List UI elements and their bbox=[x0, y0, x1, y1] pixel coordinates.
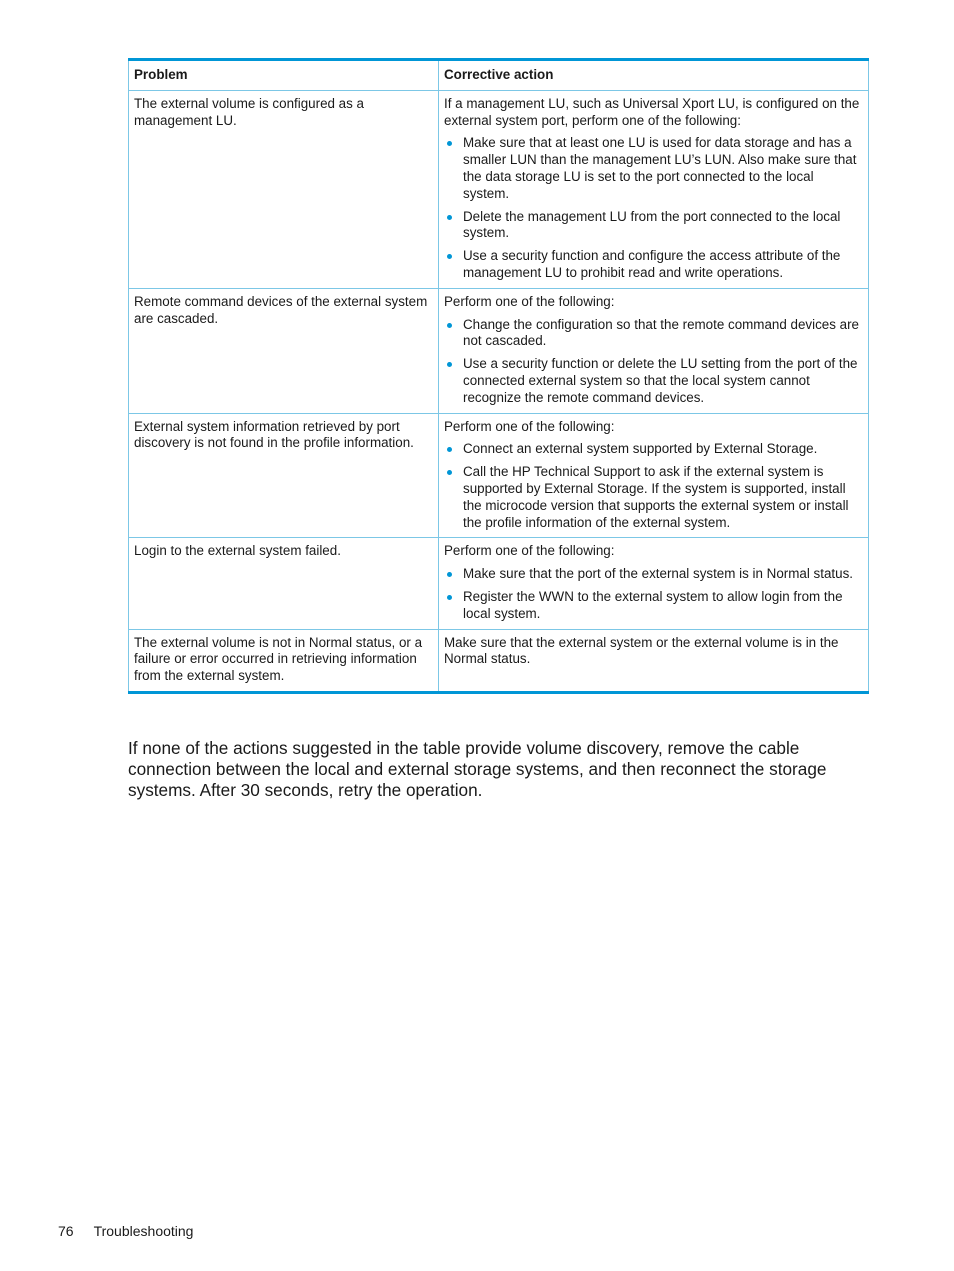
list-item bbox=[444, 209, 863, 243]
table-row bbox=[129, 288, 869, 413]
body-paragraph: If none of the actions suggested in the table provide volume discovery, remove the cable connection between the local and external storage systems, and then reconnect the storage systems. After 30 seconds, retry the operation. bbox=[128, 738, 827, 800]
action-list bbox=[444, 135, 863, 281]
table-row bbox=[129, 629, 869, 692]
list-item-text: Use a security function or delete the LU setting from the port of the connected external system so that the local system cannot recognize the remote command devices. bbox=[463, 356, 858, 405]
action-cell bbox=[439, 629, 869, 692]
list-item bbox=[444, 135, 863, 202]
troubleshooting-table-container bbox=[128, 58, 868, 694]
action-list bbox=[444, 566, 863, 622]
action-cell bbox=[439, 538, 869, 629]
problem-cell bbox=[129, 629, 439, 692]
bullet-dot-icon bbox=[447, 595, 452, 600]
list-item bbox=[444, 566, 863, 583]
action-intro: Perform one of the following: bbox=[444, 543, 615, 559]
action-cell bbox=[439, 90, 869, 288]
bullet-dot-icon bbox=[447, 470, 452, 475]
bullet-dot-icon bbox=[447, 254, 452, 259]
list-item-text: Use a security function and configure the access attribute of the management LU to prohibit read and write operations. bbox=[463, 248, 841, 280]
table-row bbox=[129, 90, 869, 288]
list-item bbox=[444, 356, 863, 406]
list-item-text: Connect an external system supported by External Storage. bbox=[463, 441, 818, 457]
action-intro: Perform one of the following: bbox=[444, 418, 615, 434]
action-list bbox=[444, 317, 863, 407]
action-intro: If a management LU, such as Universal Xport LU, is configured on the external system port, perform one of the following: bbox=[444, 95, 860, 128]
problem-text: The external volume is not in Normal status, or a failure or error occurred in retrieving information from the external system. bbox=[134, 634, 423, 684]
bullet-dot-icon bbox=[447, 447, 452, 452]
table-row bbox=[129, 538, 869, 629]
action-cell bbox=[439, 413, 869, 538]
problem-text: Login to the external system failed. bbox=[134, 543, 341, 559]
problem-text: External system information retrieved by port discovery is not found in the profile information. bbox=[134, 418, 414, 451]
action-intro: Perform one of the following: bbox=[444, 293, 615, 309]
list-item-text: Make sure that at least one LU is used for data storage and has a smaller LUN than the management LU’s LUN. Also make sure that the data storage LU is set to the port connected to the local system. bbox=[463, 135, 857, 201]
bullet-dot-icon bbox=[447, 141, 452, 146]
action-cell bbox=[439, 288, 869, 413]
list-item bbox=[444, 441, 863, 458]
table-header-row bbox=[129, 60, 869, 91]
troubleshooting-table bbox=[128, 58, 869, 694]
page-footer bbox=[58, 1222, 193, 1240]
list-item-text: Change the configuration so that the remote command devices are not cascaded. bbox=[463, 316, 859, 349]
problem-cell bbox=[129, 288, 439, 413]
page-number: 76 bbox=[58, 1223, 74, 1239]
action-intro: Make sure that the external system or the external volume is in the Normal status. bbox=[444, 634, 839, 667]
bullet-dot-icon bbox=[447, 572, 452, 577]
list-item bbox=[444, 317, 863, 351]
list-item-text: Make sure that the port of the external system is in Normal status. bbox=[463, 566, 853, 582]
list-item bbox=[444, 248, 863, 282]
column-header-problem: Problem bbox=[129, 60, 439, 91]
list-item-text: Call the HP Technical Support to ask if the external system is supported by External Storage. If the system is supported, install the microcode version that supports the external system or install the profile information of the external system. bbox=[463, 464, 849, 530]
problem-text: Remote command devices of the external system are cascaded. bbox=[134, 293, 428, 326]
list-item-text: Register the WWN to the external system to allow login from the local system. bbox=[463, 588, 843, 621]
problem-cell bbox=[129, 90, 439, 288]
action-list bbox=[444, 441, 863, 531]
table-row bbox=[129, 413, 869, 538]
bullet-dot-icon bbox=[447, 323, 452, 328]
footer-section-title: Troubleshooting bbox=[93, 1223, 194, 1239]
list-item-text: Delete the management LU from the port connected to the local system. bbox=[463, 208, 841, 241]
problem-cell bbox=[129, 413, 439, 538]
column-header-corrective-action: Corrective action bbox=[439, 60, 869, 91]
problem-text: The external volume is configured as a management LU. bbox=[134, 95, 364, 128]
list-item bbox=[444, 464, 863, 531]
list-item bbox=[444, 589, 863, 623]
problem-cell bbox=[129, 538, 439, 629]
bullet-dot-icon bbox=[447, 362, 452, 367]
bullet-dot-icon bbox=[447, 215, 452, 220]
